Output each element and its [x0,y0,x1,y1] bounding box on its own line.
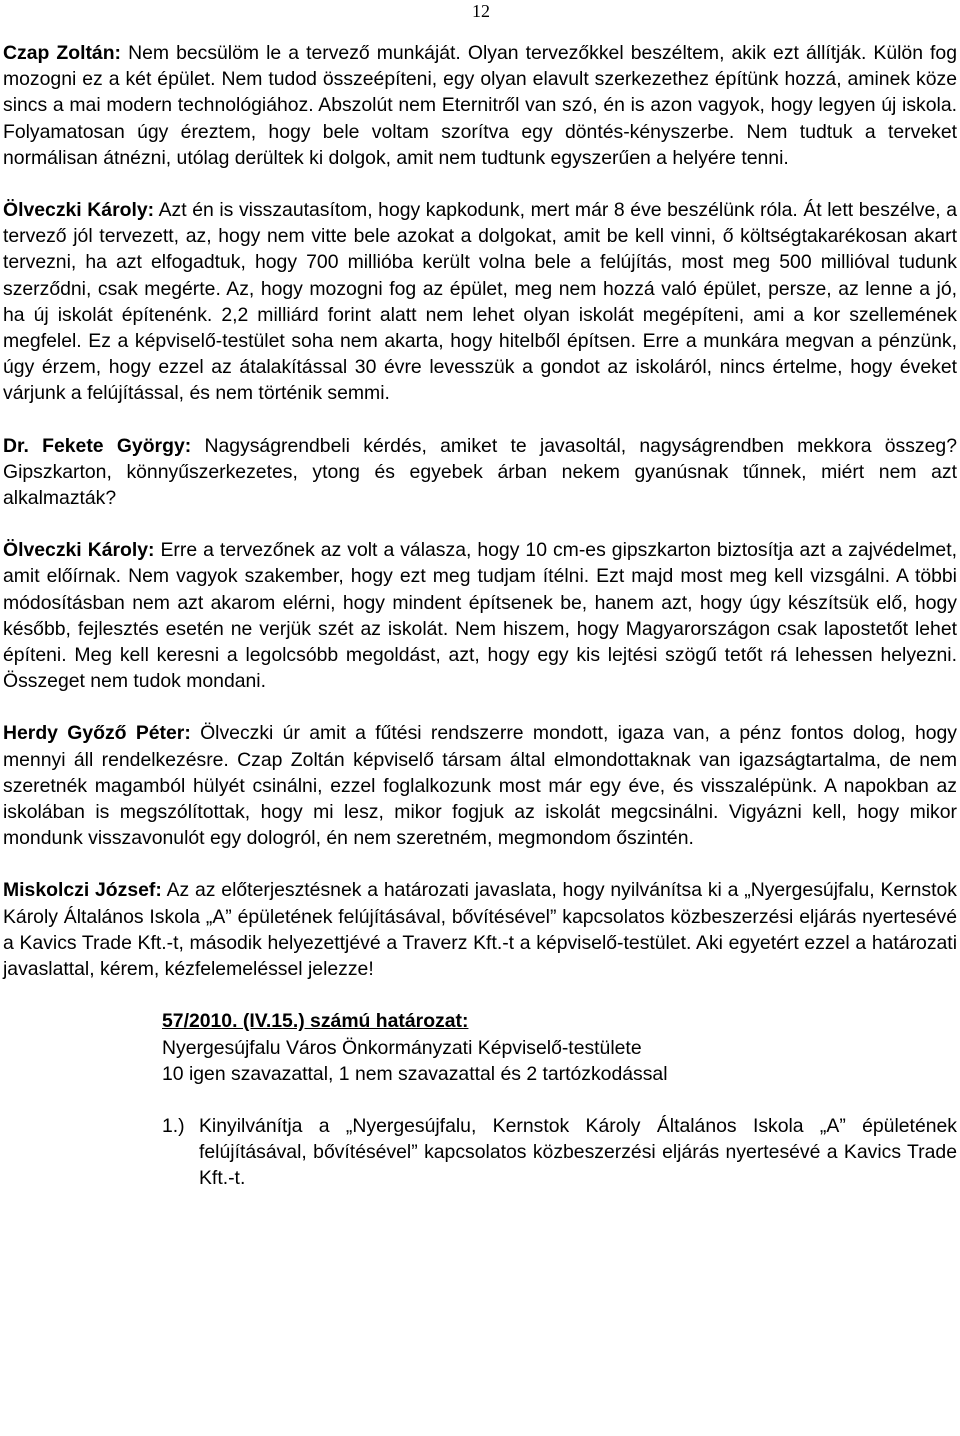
document-body [3,40,957,1192]
paragraph-herdy-gyozo-peter [3,720,957,851]
speaker-name: Ölveczki Károly: [3,539,155,562]
paragraph-olveczki-karoly-2 [3,537,957,694]
paragraph-text: Nem becsülöm le a tervező munkáját. Olyan tervezőkkel beszéltem, akik ezt állítják. Külön fog mozogni ez a két épület. Nem tudod összeépíteni, egy olyan elavult szerkezethez építünk hozzá, aminek köze sincs a mai modern technológiához. Abszolút nem Eternitről van szó, én is azon vagyok, hogy legyen új iskola. Folyamatosan úgy éreztem, hogy bele voltam szorítva egy döntés-kényszerbe. Nem tudtuk a terveket normálisan átnézni, utólag derültek ki dolgok, amit nem tudtunk egyszerűen a helyére tenni. [3,42,957,169]
resolution-title: 57/2010. (IV.15.) számú határozat: [162,1010,469,1033]
paragraph-text: Ölveczki úr amit a fűtési rendszerre mondott, igaza van, a pénz fontos dolog, hogy mennyi áll rendelkezésre. Czap Zoltán képviselő társam által elmondottaknak van igazságtartalma, de nem szeretnék magamból hülyét csinálni, ezzel foglalkozunk most már egy éve, és visszalépünk. A napokban az iskolában is megszólítottak, hogy mi lesz, mikor fogjuk az iskolát megcsinálni. Vigyázni kell, hogy mikor mondunk visszavonulót egy dologról, én nem szeretném, megmondom őszintén. [3,722,958,850]
speaker-name: Miskolczi József: [3,879,162,902]
resolution-block [162,1008,957,1087]
page-number: 12 [472,1,490,21]
speaker-name: Czap Zoltán: [3,42,122,64]
paragraph-miskolczi-jozsef [3,877,957,982]
resolution-item-number: 1.) [162,1114,185,1137]
resolution-body: Nyergesújfalu Város Önkormányzati Képviselő-testülete [162,1036,642,1059]
paragraph-text: Nagyságrendbeli kérdés, amiket te javasoltál, nagyságrendben mekkora összeg? Gipszkarton, könnyűszerkezetes, ytong és egyebek árban nekem gyanúsnak tűnnek, miért nem azt alkalmazták? [3,434,957,510]
speaker-name: Dr. Fekete György: [3,434,192,457]
resolution-item [162,1113,957,1192]
paragraph-olveczki-karoly-1 [3,197,957,407]
speaker-name: Ölveczki Károly: [3,199,155,222]
paragraph-czap-zoltan [3,40,957,171]
resolution-vote: 10 igen szavazattal, 1 nem szavazattal és 2 tartózkodással [162,1062,668,1085]
paragraph-fekete-gyorgy [3,433,957,512]
paragraph-text: Erre a tervezőnek az volt a válasza, hogy 10 cm-es gipszkarton biztosítja azt a zajvédelmet, amit előírnak. Nem vagyok szakember, hogy ezt meg tudjam ítélni. Ezt majd most meg kell vizsgálni. A többi módosításban nem azt akarom elérni, hogy mindent építsenek be, hanem azt, hogy úgy készítsük elő, hogy később, fejlesztés esetén ne verjük szét az iskolát. Nem hiszem, hogy Magyarországon csak lapostetőt lehet építeni. Meg kell keresni a legolcsóbb megoldást, azt, hogy egy kis lejtési szögű tetőt rá lehessen helyezni. Összeget nem tudok mondani. [3,539,957,693]
speaker-name: Herdy Győző Péter: [3,722,191,745]
paragraph-text: Az az előterjesztésnek a határozati javaslata, hogy nyilvánítsa ki a „Nyergesújfalu, Kernstok Károly Általános Iskola „A” épületének felújításával, bővítésével” kapcsolatos közbeszerzési eljárás nyertesévé a Kavics Trade Kft.-t, második helyezettjévé a Traverz Kft.-t a képviselő-testület. Aki egyetért ezzel a határozati javaslattal, kérem, kézfelemeléssel jelezze! [3,879,957,981]
resolution-item-text: Kinyilvánítja a „Nyergesújfalu, Kernstok Károly Általános Iskola „A” épületének felújításával, bővítésével” kapcsolatos közbeszerzési eljárás nyertesévé a Kavics Trade Kft.-t. [199,1114,957,1190]
paragraph-text: Azt én is visszautasítom, hogy kapkodunk, mert már 8 éve beszélünk róla. Át lett beszélve, a tervező jól tervezett, az, hogy nem vitte bele azokat a dolgokat, amit be kell vinni, ő költségtakarékosan akart tervezni, ha azt elfogadtuk, hogy 700 millióba került volna bele a felújítás, most meg 500 millióval tudunk szerződni, csak megérte. Az, hogy mozogni fog az épület, meg nem hozzá való épület, persze, az lenne a jó, ha új iskolát építenénk. 2,2 milliárd forint alatt nem lehet olyan iskolát megépíteni, ami a kor szellemének megfelel. Ez a képviselő-testület soha nem akarta, hogy hitelből építsen. Erre a munkára megvan a pénzünk, úgy érzem, hogy ezzel az átalakítással 30 évre levesszük a gondot az iskoláról, nincs értelme, hogy éveket várjunk a felújítással, és nem történik semmi. [3,199,957,405]
